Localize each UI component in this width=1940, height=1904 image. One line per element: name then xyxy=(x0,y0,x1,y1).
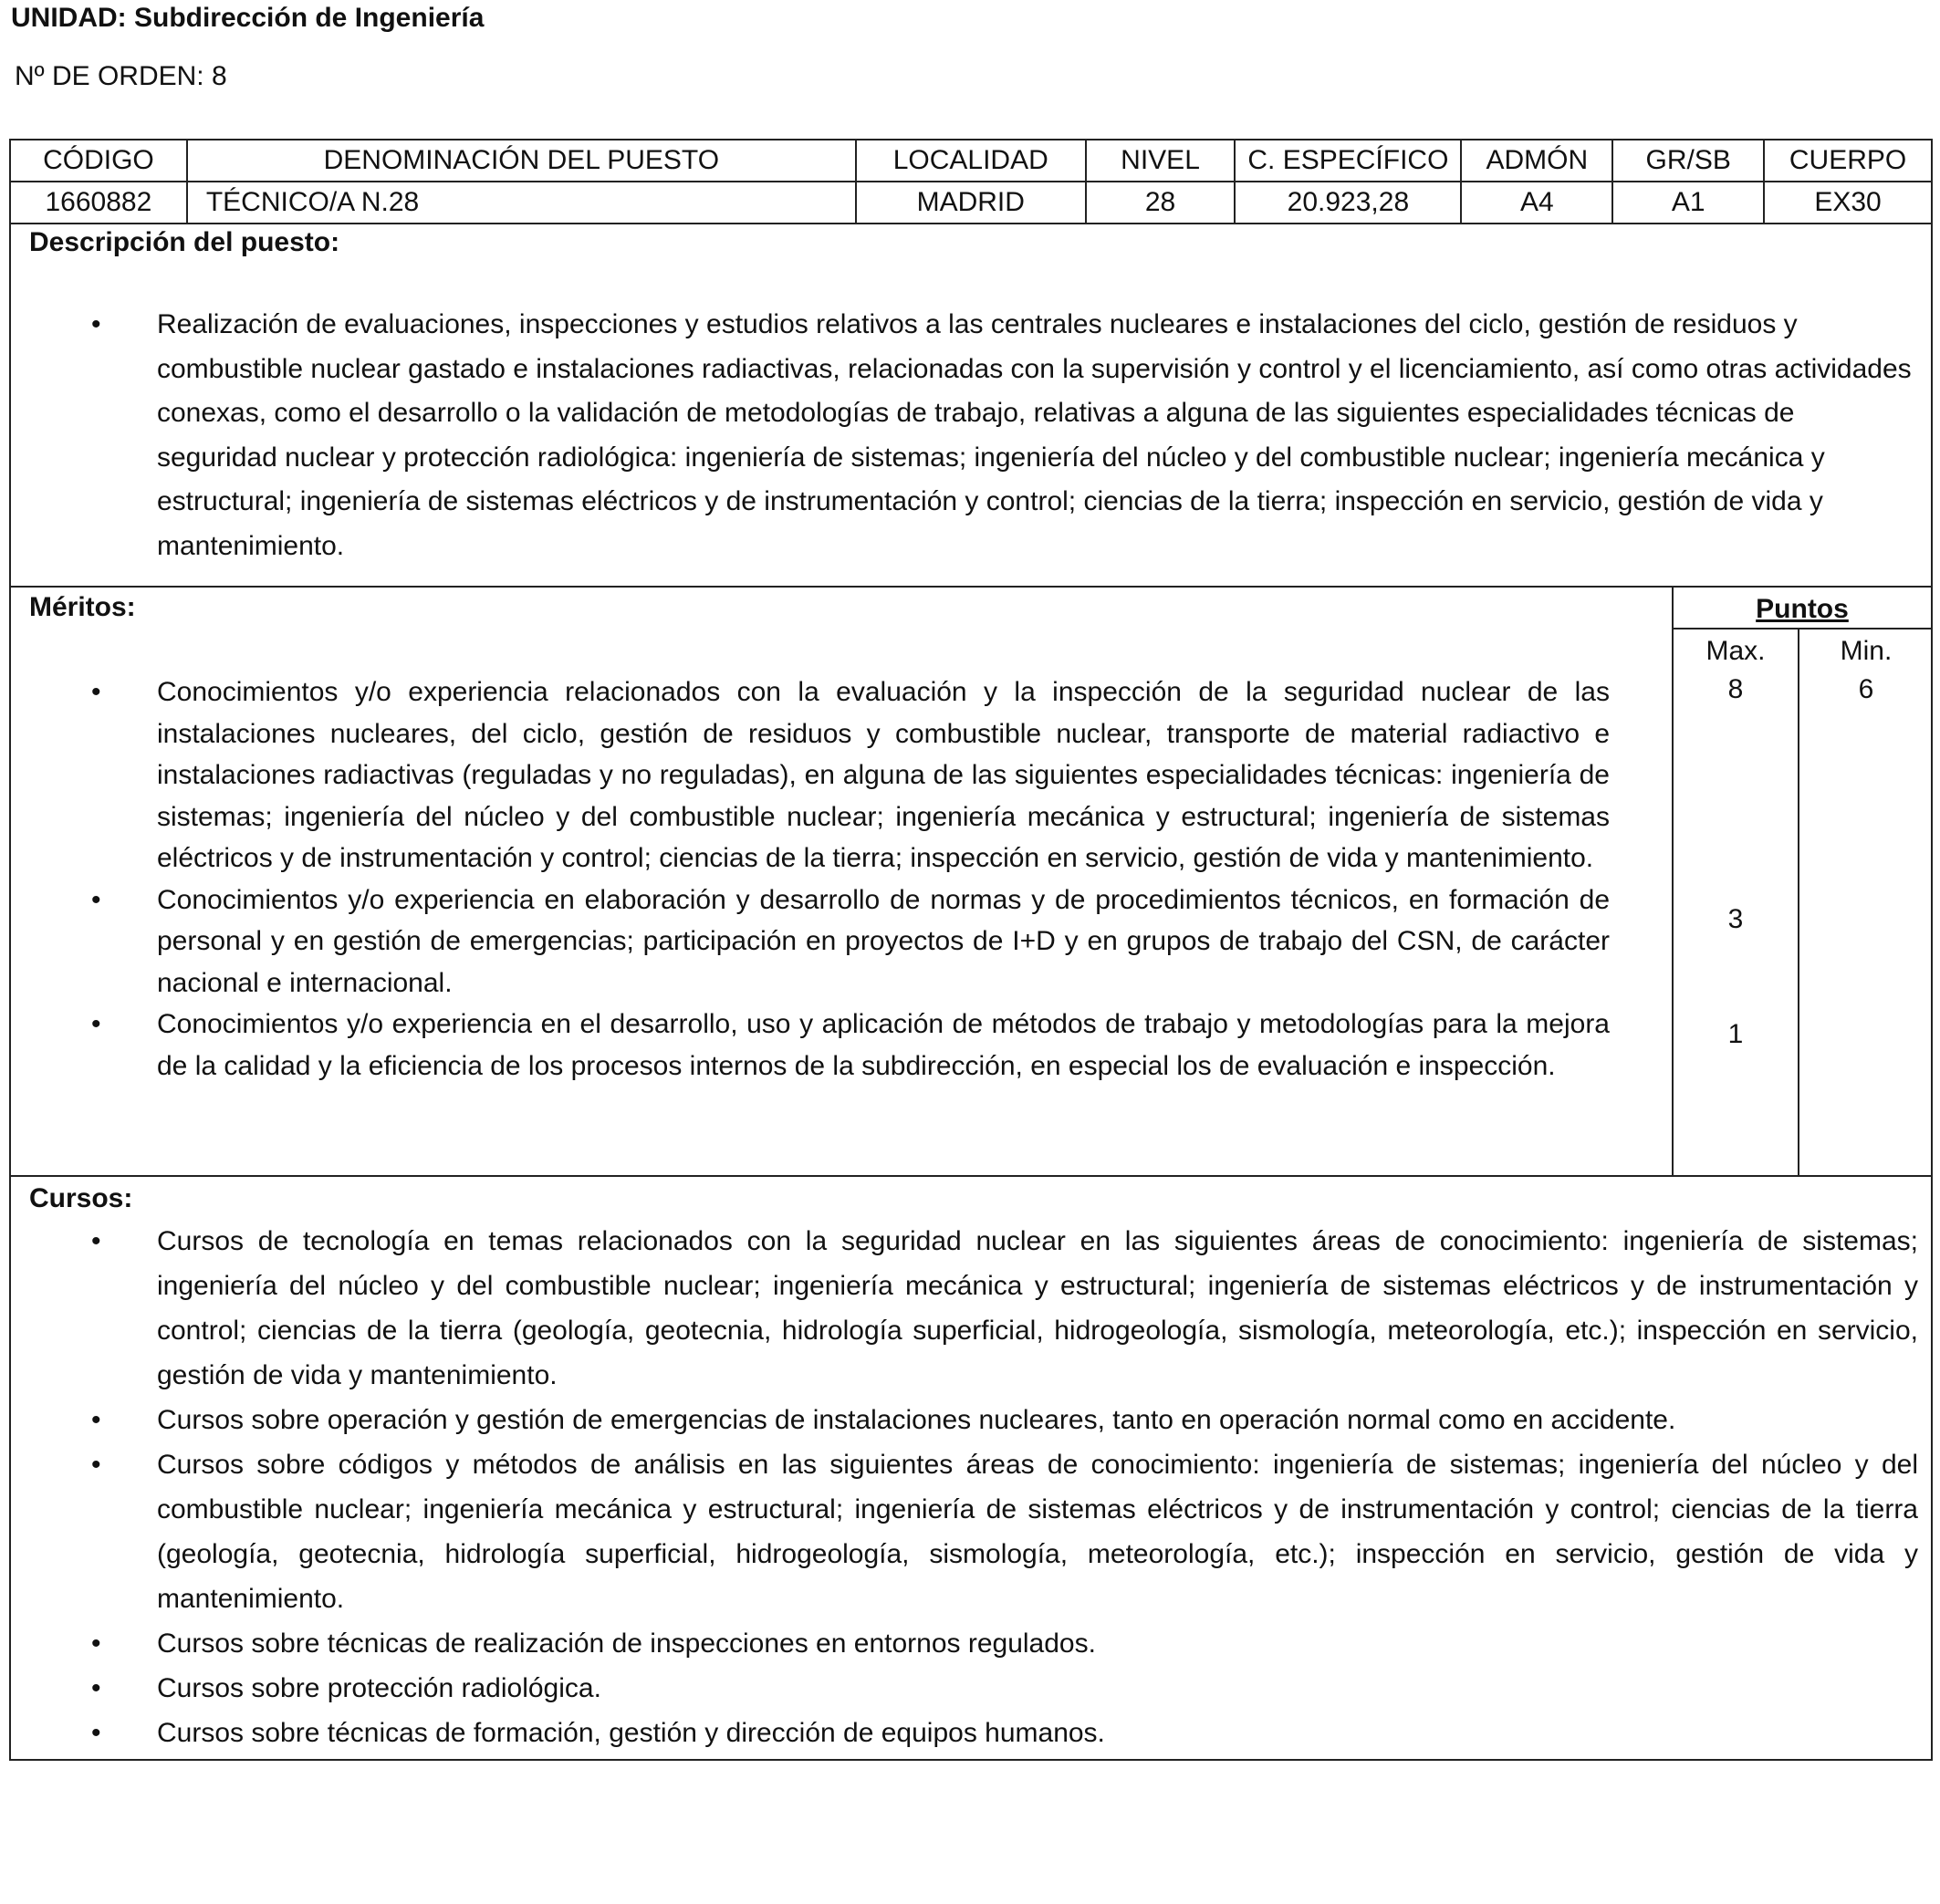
courses-title: Cursos: xyxy=(29,1183,133,1213)
list-item: • Conocimientos y/o experiencia relacionados con la evaluación y la inspección de la seguridad nuclear de las instalaciones nucleares, del ciclo, gestión de residuos y combustible nuclear, transporte de material radiactivo e instalaciones radiactivas (reguladas y no reguladas), en alguna de las siguientes especialidades técnicas: ingeniería de sistemas; ingeniería del núcleo y del combustible nuclear; ingeniería mecánica y estructural; ingeniería de sistemas eléctricos y de instrumentación y control; ciencias de la tierra; inspección en servicio, gestión de vida y mantenimiento. xyxy=(11,671,1617,879)
cell-codigo: 1660882 xyxy=(10,182,187,224)
header-gr-sb: GR/SB xyxy=(1612,140,1764,182)
divider xyxy=(1798,629,1799,1175)
courses-list xyxy=(11,1219,1927,1755)
description-title: Descripción del puesto: xyxy=(29,227,340,257)
cell-gr-sb: A1 xyxy=(1612,182,1764,224)
courses-section xyxy=(9,1175,1933,1761)
description-section xyxy=(9,223,1933,588)
header-denominacion: DENOMINACIÓN DEL PUESTO xyxy=(187,140,856,182)
merit-points: 3 xyxy=(1727,904,1744,934)
list-item: • Cursos sobre técnicas de realización de inspecciones en entornos regulados. xyxy=(11,1621,1927,1666)
table-row xyxy=(10,182,1932,224)
list-item: • Cursos sobre protección radiológica. xyxy=(11,1666,1927,1711)
header-codigo: CÓDIGO xyxy=(10,140,187,182)
header-cuerpo: CUERPO xyxy=(1764,140,1932,182)
position-table xyxy=(9,139,1933,224)
list-item: • Cursos sobre operación y gestión de emergencias de instalaciones nucleares, tanto en operación normal como en accidente. xyxy=(11,1398,1927,1442)
header-nivel: NIVEL xyxy=(1086,140,1236,182)
cell-localidad: MADRID xyxy=(856,182,1086,224)
list-item: • Cursos sobre técnicas de formación, gestión y dirección de equipos humanos. xyxy=(11,1711,1927,1755)
header-c-especifico: C. ESPECÍFICO xyxy=(1235,140,1461,182)
list-item: • Realización de evaluaciones, inspecciones y estudios relativos a las centrales nucleares e instalaciones del ciclo, gestión de residuos y combustible nuclear gastado e instalaciones radiactivas, relacionadas con la supervisión y control y el licenciamiento, así como otras actividades conexas, como el desarrollo o la validación de metodologías de trabajo, relativas a alguna de las siguientes especialidades técnicas de seguridad nuclear y protección radiológica: ingeniería de sistemas; ingeniería del núcleo y del combustible nuclear; ingeniería mecánica y estructural; ingeniería de sistemas eléctricos y de instrumentación y control; ciencias de la tierra; inspección en servicio, gestión de vida y mantenimiento. xyxy=(11,303,1927,568)
unit-title: UNIDAD: Subdirección de Ingeniería xyxy=(11,3,485,33)
cell-nivel: 28 xyxy=(1086,182,1236,224)
header-localidad: LOCALIDAD xyxy=(856,140,1086,182)
list-item: • Cursos de tecnología en temas relacionados con la seguridad nuclear en las siguientes áreas de conocimiento: ingeniería de sistemas; ingeniería del núcleo y del combustible nuclear; ingeniería mecánica y estructural; ingeniería de sistemas eléctricos y de instrumentación y control; ciencias de la tierra (geología, geotecnia, hidrología superficial, hidrogeología, sismología, meteorología, etc.); inspección en servicio, gestión de vida y mantenimiento. xyxy=(11,1219,1927,1398)
merits-title: Méritos: xyxy=(29,592,136,622)
list-item: • Conocimientos y/o experiencia en elaboración y desarrollo de normas y de procedimientos técnicos, en formación de personal y en gestión de emergencias; participación en proyectos de I+D y en grupos de trabajo del CSN, de carácter nacional e internacional. xyxy=(11,879,1617,1004)
cell-c-especifico: 20.923,28 xyxy=(1235,182,1461,224)
merit-points: 1 xyxy=(1727,1019,1744,1049)
order-number: Nº DE ORDEN: 8 xyxy=(15,61,227,91)
cell-denominacion: TÉCNICO/A N.28 xyxy=(187,182,856,224)
cell-cuerpo: EX30 xyxy=(1764,182,1932,224)
merits-section xyxy=(9,586,1933,1177)
merits-list xyxy=(11,671,1617,1087)
list-item: • Cursos sobre códigos y métodos de análisis en las siguientes áreas de conocimiento: ingeniería de sistemas; ingeniería del núcleo y del combustible nuclear; ingeniería mecánica y estructural; ingeniería de sistemas eléctricos y de instrumentación y control; ciencias de la tierra (geología, geotecnia, hidrología superficial, hidrogeología, sismología, meteorología, etc.); inspección en servicio, gestión de vida y mantenimiento. xyxy=(11,1442,1927,1621)
table-header-row xyxy=(10,140,1932,182)
cell-admon: A4 xyxy=(1461,182,1612,224)
header-admon: ADMÓN xyxy=(1461,140,1612,182)
divider xyxy=(1672,628,1931,629)
list-item: • Conocimientos y/o experiencia en el desarrollo, uso y aplicación de métodos de trabajo y metodologías para la mejora de la calidad y la eficiencia de los procesos internos de la subdirección, en especial los de evaluación e inspección. xyxy=(11,1004,1617,1087)
min-total: 6 xyxy=(1858,674,1874,704)
description-list xyxy=(11,303,1927,568)
points-header: Puntos xyxy=(1756,594,1849,624)
max-total: 8 xyxy=(1727,674,1744,704)
max-label: Max. xyxy=(1705,636,1766,666)
min-label: Min. xyxy=(1840,636,1893,666)
